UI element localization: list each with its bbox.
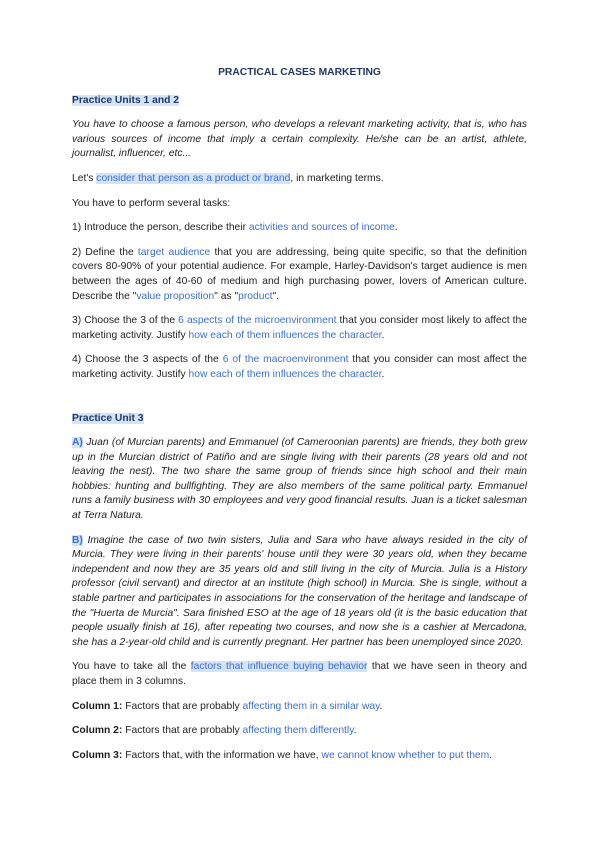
link-product[interactable]: product (238, 290, 273, 302)
column-3-item: Column 3: Factors that, with the information we have, we cannot know whether to put them. (72, 749, 493, 761)
highlighted-link-product-brand[interactable]: consider that person as a product or brand (96, 172, 291, 184)
page-title: PRACTICAL CASES MARKETING (218, 67, 381, 78)
link-influence-micro[interactable]: how each of them influences the character (188, 329, 382, 341)
link-similar-way[interactable]: affecting them in a similar way (242, 700, 380, 712)
task-1: 1) Introduce the person, describe their activities and sources of income. (72, 222, 398, 234)
case-b-paragraph: B) Imagine the case of two twin sisters, Julia and Sara who have always resided in the city of Murcia. They were living in their parents' house until they were 30 years old, when they became independent and now they are 35 years old and still living in the city of Murcia. Julia is a History professor (civil servant) and director at an institute (high school) in Murcia. She is single, without a stable partner and participates in associations for the conservation of the heritage and landscape of the "Huerta de Murcia". Sara finished ESO at the age of 18 years old (it is the basic education that people usually finish at 16), after repeating two courses, and now she is a cashier at Mercadona, she has a 2-year-old child and is currently pregnant. Her partner has been unemployed since 2020. (72, 534, 527, 648)
link-macroenvironment[interactable]: 6 of the macroenvironment (222, 354, 349, 366)
factors-paragraph: You have to take all the factors that influence buying behavior that we have seen in theory and place them in 3 columns. (72, 661, 527, 687)
case-b-label: B) (72, 534, 83, 546)
column-1-item: Column 1: Factors that are probably affecting them in a similar way. (72, 700, 383, 712)
link-target-audience[interactable]: target audience (137, 246, 211, 258)
link-value-proposition[interactable]: value proposition (136, 290, 215, 302)
case-a-paragraph: A) Juan (of Murcian parents) and Emmanuel (of Cameroonian parents) are friends, they both grew up in the Murcian district of Patiño and are single living with their parents (28 years old and not leaving the nest). The two share the same group of friends since high school and their main hobbies: hunting and bullfighting. They are also members of the same political party. Emmanuel runs a family business with 30 employees and very good financial results. Juan is a ticket salesman at Terra Natura. (72, 437, 527, 522)
column-2-item: Column 2: Factors that are probably affecting them differently. (72, 725, 357, 737)
task-3: 3) Choose the 3 of the 6 aspects of the microenvironment that you consider most likely to affect the marketing activity. Justify how each of them influences the character. (72, 315, 527, 341)
highlighted-link-buying-behavior[interactable]: factors that influence buying behavior (190, 661, 368, 673)
task-4: 4) Choose the 3 aspects of the 6 of the macroenvironment that you consider can most affect the marketing activity. Justify how each of them influences the character. (72, 354, 528, 380)
task-2: 2) Define the target audience that you are addressing, being quite specific, so that the definition covers 80-90% of your potential audience. For example, Harley-Davidson's target audience is men between the ages of 40-60 of medium and high purchasing power, lovers of American culture. Describe the "value proposition" as "product". (72, 246, 527, 302)
link-differently[interactable]: affecting them differently (242, 725, 354, 737)
document-body (72, 66, 527, 773)
intro-paragraph: You have to choose a famous person, who develops a relevant marketing activity, that is, who has various sources of income that imply a certain complexity. He/she can be an artist, athlete, journalist, influencer, etc... (72, 119, 527, 160)
section-spacer (72, 393, 527, 412)
consider-paragraph: Let's consider that person as a product or brand, in marketing terms. (72, 172, 384, 184)
tasks-intro: You have to perform several tasks: (72, 197, 231, 209)
link-activities-income[interactable]: activities and sources of income (248, 222, 395, 234)
case-a-label: A) (72, 437, 83, 449)
section-heading-unit-3: Practice Unit 3 (72, 412, 144, 424)
section-heading-units-1-2: Practice Units 1 and 2 (72, 94, 180, 106)
link-cannot-know[interactable]: we cannot know whether to put them (321, 749, 490, 761)
link-influence-macro[interactable]: how each of them influences the character (188, 368, 382, 380)
link-microenvironment[interactable]: 6 aspects of the microenvironment (178, 315, 337, 327)
